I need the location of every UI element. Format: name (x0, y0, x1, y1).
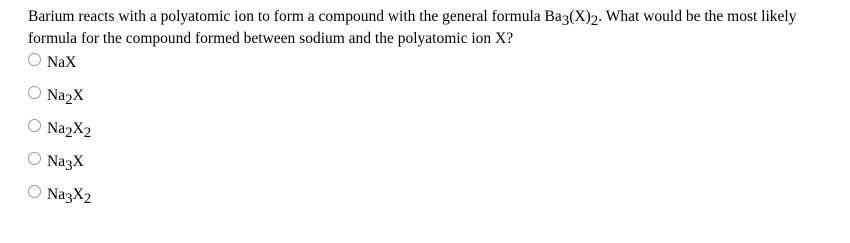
answer-option-3[interactable] (28, 117, 91, 150)
formula-part: Na (47, 186, 66, 203)
question-text-part: Barium reacts with a polyatomic ion to form a compound with the general formula Ba (28, 8, 562, 25)
formula-subscript: 3 (65, 158, 73, 174)
option-label (47, 118, 91, 140)
formula-subscript: 2 (83, 125, 92, 141)
radio-button[interactable] (28, 86, 41, 99)
answer-option-4[interactable] (28, 150, 91, 183)
radio-button[interactable] (28, 53, 41, 66)
option-label (47, 184, 91, 206)
formula-part: Na (47, 120, 66, 137)
formula-part: X (72, 120, 84, 137)
formula-part: X (72, 186, 84, 203)
radio-button[interactable] (28, 185, 41, 198)
option-label (47, 85, 84, 107)
formula-part: Na (47, 153, 66, 170)
radio-button[interactable] (28, 152, 41, 165)
option-label (47, 151, 84, 173)
answer-option-1[interactable] (28, 51, 91, 84)
formula-part: Na (47, 87, 66, 104)
answer-option-5[interactable] (28, 183, 91, 216)
question-text-part: . What would be the most likely formula for the compound formed between sodium and the polyatomic ion X? (28, 8, 797, 47)
formula-part: NaX (47, 54, 77, 71)
formula-subscript: 2 (65, 125, 73, 141)
question-subscript: 2 (590, 13, 599, 29)
radio-button[interactable] (28, 119, 41, 132)
formula-part: X (72, 153, 84, 170)
formula-subscript: 2 (65, 92, 73, 108)
formula-subscript: 3 (65, 191, 73, 207)
question-text-part: (X) (569, 8, 591, 25)
answer-options (28, 51, 91, 216)
option-label (47, 52, 76, 74)
question-subscript: 3 (561, 13, 570, 29)
question-text (28, 6, 843, 50)
formula-part: X (72, 87, 84, 104)
answer-option-2[interactable] (28, 84, 91, 117)
formula-subscript: 2 (83, 191, 92, 207)
